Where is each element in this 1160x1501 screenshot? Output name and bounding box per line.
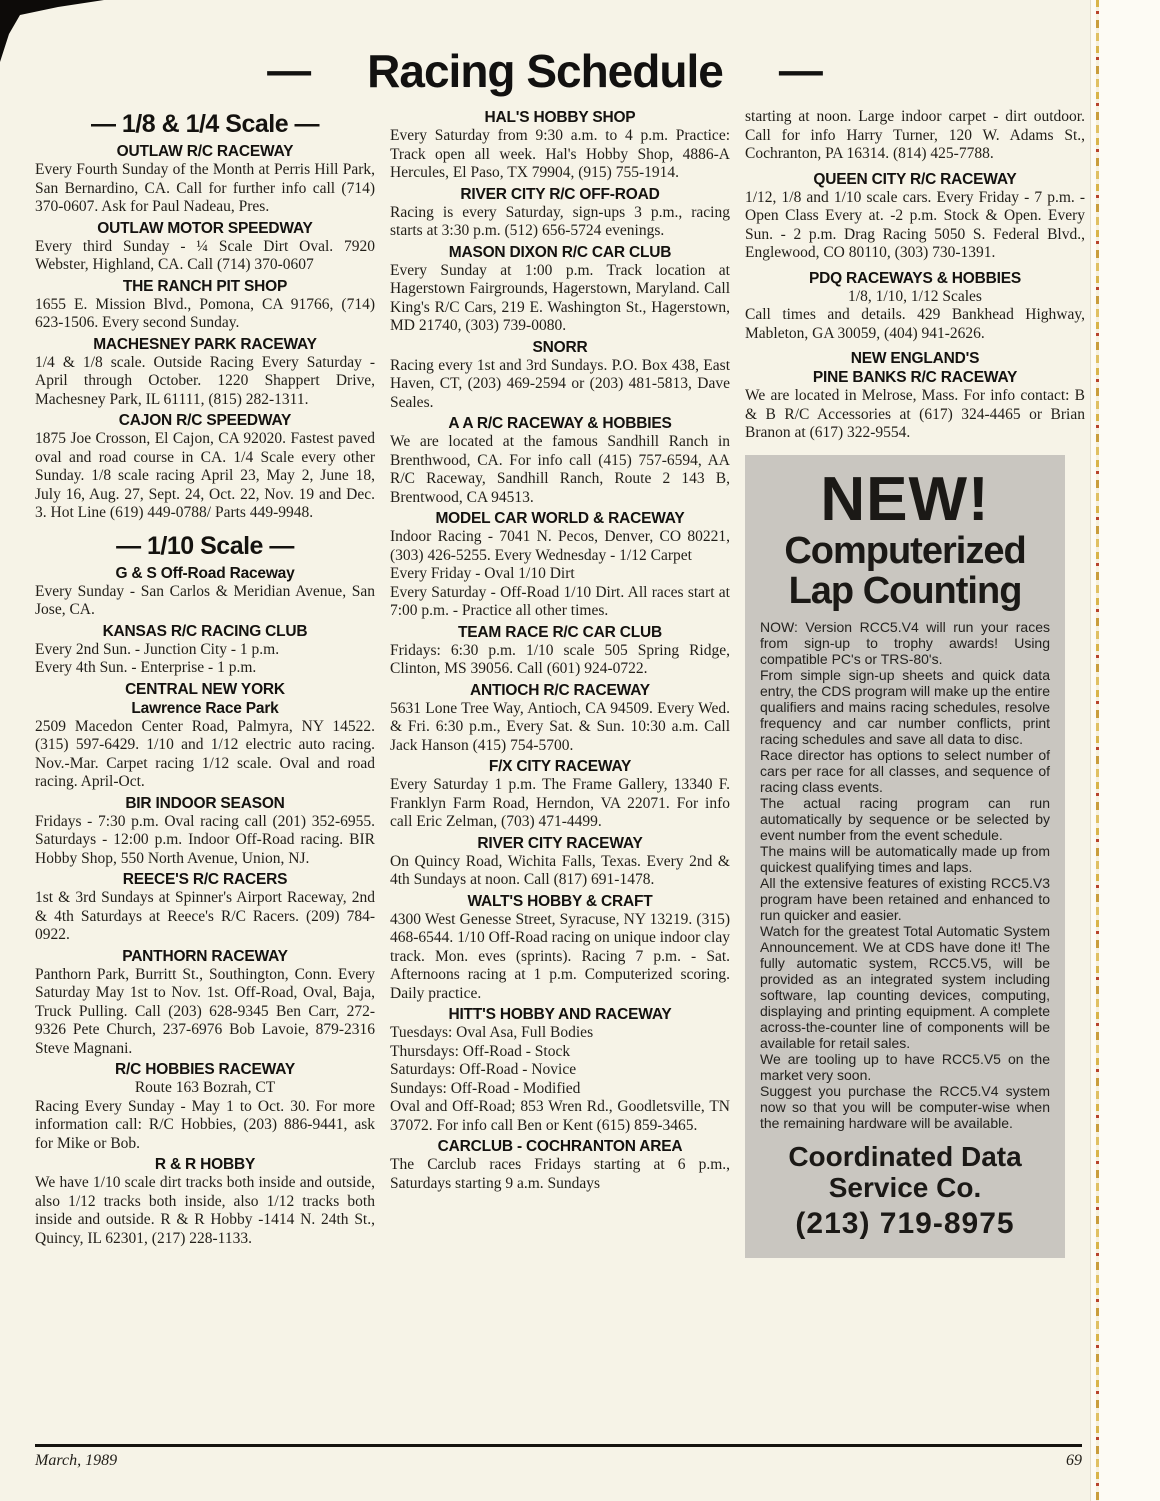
ad-paragraph: The actual racing program can run automatically by sequence or be selected by event number from the event schedule. xyxy=(760,794,1050,843)
listing-r-and-r-hobby xyxy=(35,1155,375,1248)
listing-mason-dixon-rc-car-club xyxy=(390,243,730,336)
listing-title: R & R HOBBY xyxy=(154,1156,256,1173)
listing-walts-hobby-craft xyxy=(390,892,730,1004)
listing-body: Call times and details. 429 Bankhead Highway, Mableton, GA 30059, (404) 941-2626. xyxy=(745,306,1085,342)
listing-gs-offroad-raceway xyxy=(35,564,375,620)
listing-title: MASON DIXON R/C CAR CLUB xyxy=(448,243,672,261)
listing-center-line: 1/8, 1/10, 1/12 Scales xyxy=(848,287,982,305)
listing-carclub-cochranton-area xyxy=(390,1137,730,1193)
listing-ranch-pit-shop xyxy=(35,277,375,333)
listing-cajon-rc-speedway xyxy=(35,411,375,523)
listing-line: Every 4th Sun. - Enterprise - 1 p.m. xyxy=(35,659,257,676)
column-middle xyxy=(390,108,730,1428)
ad-paragraph: From simple sign-up sheets and quick data entry, the CDS program will make up the entire qualifiers and mains racing schedules, resolve frequency and car number conflicts, print racing schedules and save all data to disc. xyxy=(760,666,1050,747)
listing-title: OUTLAW R/C RACEWAY xyxy=(116,143,294,160)
ad-subhead-line1: Computerized xyxy=(784,529,1026,572)
listing-title: HITT'S HOBBY AND RACEWAY xyxy=(448,1006,672,1023)
listing-body: We have 1/10 scale dirt tracks both inside and outside, also 1/12 tracks both inside, also 1/12 tracks both inside and outside. R & R Hobby -1414 N. 24th St., Quincy, IL 62301, (217) 228-1133. xyxy=(35,1174,375,1247)
ad-subhead-line2: Lap Counting xyxy=(788,569,1022,612)
listing-line: Sundays: Off-Road - Modified xyxy=(390,1079,581,1097)
listing-title: PANTHORN RACEWAY xyxy=(122,947,288,965)
listing-title: OUTLAW MOTOR SPEEDWAY xyxy=(97,219,313,237)
listing-body: 1st & 3rd Sundays at Spinner's Airport Raceway, 2nd & 4th Saturdays at Reece's R/C Racers. (209) 784-0922. xyxy=(35,889,375,943)
listing-body: starting at noon. Large indoor carpet - dirt outdoor. Call for info Harry Turner, 120 W. Adams St., Cochranton, PA 16314. (814) 425-7788. xyxy=(745,108,1085,162)
listing-outlaw-motor-speedway xyxy=(35,219,375,275)
listing-body: Every Fourth Sunday of the Month at Perris Hill Park, San Bernardino, CA. Call for further info call (714) 370-0607. Ask for Paul Nadeau, Pres. xyxy=(35,161,375,215)
ad-company-name-line1: Coordinated Data xyxy=(788,1140,1022,1172)
listing-body: 1/4 & 1/8 scale. Outside Racing Every Saturday - April through October. 1220 Shappert Drive, Machesney Park, IL 61111, (815) 282-1311. xyxy=(35,353,375,408)
listing-title: TEAM RACE R/C CAR CLUB xyxy=(458,623,662,641)
listing-title: RIVER CITY R/C OFF-ROAD xyxy=(460,185,660,203)
listing-title: NEW ENGLAND'S xyxy=(850,350,980,367)
schedule-columns xyxy=(35,108,1085,1428)
listing-title: CENTRAL NEW YORK xyxy=(125,680,285,698)
listing-body: 1/12, 1/8 and 1/10 scale cars. Every Friday - 7 p.m. -Open Class Every at. -2 p.m. Stock & Open. Every Sun. - 2 p.m. Drag Racing 5050 S. Federal Blvd., Englewood, CO 80110, (303) 730-1391. xyxy=(745,188,1085,261)
binding-fleck-line xyxy=(1096,0,1099,1501)
listing-subtitle: PINE BANKS R/C RACEWAY xyxy=(812,369,1018,386)
listing-body: Racing every 1st and 3rd Sundays. P.O. Box 438, East Haven, CT, (203) 469-2594 or (203) 481-5813, Dave Seales. xyxy=(390,356,730,411)
listing-center-line: Route 163 Bozrah, CT xyxy=(134,1079,276,1096)
ad-paragraph: The mains will be automatically made up from quickest qualifying times and laps. xyxy=(760,842,1050,875)
listing-outlaw-rc-raceway xyxy=(35,142,375,217)
listing-carclub-continued xyxy=(745,108,1085,164)
listing-antioch-rc-raceway xyxy=(390,681,730,756)
listing-body: Every Saturday - Off-Road 1/10 Dirt. All races start at 7:00 p.m. - Practice all other times. xyxy=(390,583,730,619)
listing-title: CARCLUB - COCHRANTON AREA xyxy=(437,1138,683,1155)
ad-paragraph: NOW: Version RCC5.V4 will run your races from sign-up to trophy awards! Using compatible PC's or TRS-80's. xyxy=(760,618,1050,667)
ad-body xyxy=(760,619,1050,1131)
listing-body: We are located in Melrose, Mass. For info contact: B & B R/C Accessories at (617) 324-4465 or Brian Branon at (617) 322-9554. xyxy=(745,387,1085,441)
listing-line: Every 2nd Sun. - Junction City - 1 p.m. xyxy=(35,640,280,658)
listing-body: 5631 Lone Tree Way, Antioch, CA 94509. Every Wed. & Fri. 6:30 p.m., Every Sat. & Sun. 10:30 a.m. Call Jack Hanson (415) 754-5700. xyxy=(390,699,730,754)
listing-body: On Quincy Road, Wichita Falls, Texas. Every 2nd & 4th Sundays at noon. Call (817) 691-1478. xyxy=(390,852,730,888)
listing-line: Every Friday - Oval 1/10 Dirt xyxy=(390,565,575,582)
listing-panthorn-raceway xyxy=(35,947,375,1059)
footer-page-number: 69 xyxy=(1066,1452,1082,1469)
listing-body: Every third Sunday - ¼ Scale Dirt Oval. 7920 Webster, Highland, CA. Call (714) 370-0607 xyxy=(35,237,375,273)
section-title-18-14-scale: — 1/8 & 1/4 Scale — xyxy=(90,110,320,138)
listing-body: Every Sunday at 1:00 p.m. Track location at Hagerstown Fairgrounds, Hagerstown, Maryland. Call King's R/C Cars, 219 E. Washington St., Hagerstown, MD 21740, (303) 739-0080. xyxy=(390,261,730,334)
listing-body: Fridays - 7:30 p.m. Oval racing call (201) 352-6955. Saturdays - 12:00 p.m. Indoor Off-Road racing. BIR Hobby Shop, 550 North Avenue, Union, NJ. xyxy=(35,812,375,867)
listing-hals-hobby-shop xyxy=(390,108,730,183)
listing-body: Racing Every Sunday - May 1 to Oct. 30. For more information call: R/C Hobbies, (203) 886-9441, ask for Mike or Bob. xyxy=(35,1097,375,1152)
listing-body: 2509 Macedon Center Road, Palmyra, NY 14522. (315) 597-6429. 1/10 and 1/12 electric auto racing. Nov.-Mar. Carpet racing 1/12 scale. Oval and road racing. April-Oct. xyxy=(35,717,375,790)
ad-company-name-line2: Service Co. xyxy=(828,1171,982,1203)
listing-pdq-raceways-hobbies xyxy=(745,269,1085,344)
listing-title: CAJON R/C SPEEDWAY xyxy=(118,412,292,429)
listing-body: Panthorn Park, Burritt St., Southington, Conn. Every Saturday May 1st to Nov. 1st. Off-Road, Oval, Baja, Truck Pulling. Call (203) 628-9345 Ben Carr, 272-9326 Pete Church, 237-6976 Bob Lavoie, 879-2316 Steve Magnani. xyxy=(35,965,375,1057)
listing-reeces-rc-racers xyxy=(35,870,375,945)
listing-title: MACHESNEY PARK RACEWAY xyxy=(93,335,317,353)
listing-title: G & S Off-Road Raceway xyxy=(115,564,295,582)
footer-issue-date: March, 1989 xyxy=(35,1452,118,1469)
column-right xyxy=(745,108,1085,1428)
listing-snorr xyxy=(390,338,730,413)
listing-title: RIVER CITY RACEWAY xyxy=(477,834,643,852)
ad-paragraph: Race director has options to select number of cars per race for all classes, and sequence of racing class events. xyxy=(760,746,1050,795)
page-binding-edge xyxy=(1090,0,1160,1501)
section-title-110-scale: — 1/10 Scale — xyxy=(116,531,294,560)
listing-model-car-world-raceway xyxy=(390,509,730,621)
listing-title: QUEEN CITY R/C RACEWAY xyxy=(813,170,1017,188)
listing-river-city-rc-offroad xyxy=(390,185,730,241)
listing-title: PDQ RACEWAYS & HOBBIES xyxy=(808,269,1022,287)
listing-new-englands-pine-banks xyxy=(745,349,1085,443)
listing-title: ANTIOCH R/C RACEWAY xyxy=(470,681,650,699)
listing-body: 1655 E. Mission Blvd., Pomona, CA 91766, (714) 623-1506. Every second Sunday. xyxy=(35,295,375,331)
listing-body: 4300 West Genesse Street, Syracuse, NY 13219. (315) 468-6544. 1/10 Off-Road racing on unique indoor clay track. Mon. eves (sprints). Racing 7 p.m. - Sat. Afternoons racing at 1 p.m. Computerized scoring. Daily practice. xyxy=(390,910,730,1002)
listing-body: Racing is every Saturday, sign-ups 3 p.m., racing starts at 3:30 p.m. (512) 656-5724 evenings. xyxy=(390,203,730,239)
ad-paragraph: We are tooling up to have RCC5.V5 on the market very soon. xyxy=(760,1050,1050,1083)
listing-title: F/X CITY RACEWAY xyxy=(488,758,632,775)
listing-body: Indoor Racing - 7041 N. Pecos, Denver, CO 80221, (303) 426-5255. Every Wednesday - 1/12 Carpet xyxy=(390,528,730,564)
listing-title: R/C HOBBIES RACEWAY xyxy=(115,1061,295,1078)
listing-kansas-rc-racing-club xyxy=(35,622,375,678)
listing-subtitle: Lawrence Race Park xyxy=(131,699,279,717)
listing-fx-city-raceway xyxy=(390,757,730,832)
listing-title: WALT'S HOBBY & CRAFT xyxy=(467,892,653,910)
listing-hitts-hobby-raceway xyxy=(390,1005,730,1135)
listing-line: Tuesdays: Oval Asa, Full Bodies xyxy=(390,1024,594,1041)
ad-paragraph: All the extensive features of existing RCC5.V3 program have been retained and enhanced to run quicker and easier. xyxy=(760,874,1050,923)
listing-line: Saturdays: Off-Road - Novice xyxy=(390,1061,577,1078)
ad-paragraph: Watch for the greatest Total Automatic System Announcement. We at CDS have done it! The fully automatic system, RCC5.V5, will be provided as an integrated system including software, lap counting devices, computing, displaying and printing equipment. A complete across-the-counter line of components will be available for retail sales. xyxy=(760,922,1050,1051)
listing-title: MODEL CAR WORLD & RACEWAY xyxy=(435,510,685,527)
listing-bir-indoor-season xyxy=(35,794,375,869)
listing-team-race-rc-car-club xyxy=(390,623,730,679)
listing-body: Every Saturday 1 p.m. The Frame Gallery, 13340 F. Franklyn Farm Road, Herndon, VA 22071. For info call Eric Zelman, (703) 471-4499. xyxy=(390,776,730,830)
listing-queen-city-rc-raceway xyxy=(745,170,1085,263)
listing-title: SNORR xyxy=(532,338,588,356)
listing-line: Thursdays: Off-Road - Stock xyxy=(390,1042,571,1060)
listing-river-city-raceway xyxy=(390,834,730,890)
listing-title: HAL'S HOBBY SHOP xyxy=(484,109,636,126)
listing-body: Oval and Off-Road; 853 Wren Rd., Goodletsville, TN 37072. For info call Ben or Kent (615) 859-3465. xyxy=(390,1098,730,1134)
listing-body: 1875 Joe Crosson, El Cajon, CA 92020. Fastest paved oval and road course in CA. 1/4 Scale every other Sunday. 1/8 scale racing April 23, May 2, June 18, July 16, Aug. 27, Sept. 24, Oct. 22, Nov. 19 and Dec. 3. Hot Line (619) 449-0788/ Parts 449-9948. xyxy=(35,430,375,521)
page-footer xyxy=(35,1444,1082,1470)
listing-aa-rc-raceway-hobbies xyxy=(390,414,730,507)
ad-paragraph: Suggest you purchase the RCC5.V4 system now so that you will be computer-wise when the remaining hardware will be available. xyxy=(760,1082,1050,1131)
listing-body: The Carclub races Fridays starting at 6 p.m., Saturdays starting 9 a.m. Sundays xyxy=(390,1156,730,1192)
listing-rc-hobbies-raceway xyxy=(35,1060,375,1153)
page-title: Racing Schedule xyxy=(367,45,723,97)
listing-title: BIR INDOOR SEASON xyxy=(125,794,285,812)
listing-machesney-park-raceway xyxy=(35,335,375,410)
listing-title: A A R/C RACEWAY & HOBBIES xyxy=(448,415,672,432)
listing-central-new-york xyxy=(35,680,375,792)
listing-title: REECE'S R/C RACERS xyxy=(122,871,288,888)
masthead xyxy=(0,46,1090,96)
masthead-dash-right: — xyxy=(778,46,823,95)
listing-body: Every Saturday from 9:30 a.m. to 4 p.m. Practice: Track open all week. Hal's Hobby Shop, 4886-A Hercules, El Paso, TX 79904, (915) 755-1914. xyxy=(390,127,730,181)
listing-title: THE RANCH PIT SHOP xyxy=(122,277,288,295)
listing-body: Every Sunday - San Carlos & Meridian Avenue, San Jose, CA. xyxy=(35,582,375,618)
lap-counting-ad xyxy=(745,455,1065,1258)
column-left xyxy=(35,108,375,1428)
ad-phone-number: (213) 719-8975 xyxy=(795,1206,1015,1240)
ad-headline: NEW! xyxy=(820,464,990,534)
listing-body: We are located at the famous Sandhill Ranch in Brenthwood, CA. For info call (415) 757-6594, AA R/C Raceway, Sandhill Ranch, Route 2 143 B, Brentwood, CA 94513. xyxy=(390,433,730,506)
listing-title: KANSAS R/C RACING CLUB xyxy=(102,622,308,640)
masthead-dash-left: — xyxy=(267,46,312,95)
listing-body: Fridays: 6:30 p.m. 1/10 scale 505 Spring Ridge, Clinton, MS 39056. Call (601) 924-0722. xyxy=(390,641,730,677)
